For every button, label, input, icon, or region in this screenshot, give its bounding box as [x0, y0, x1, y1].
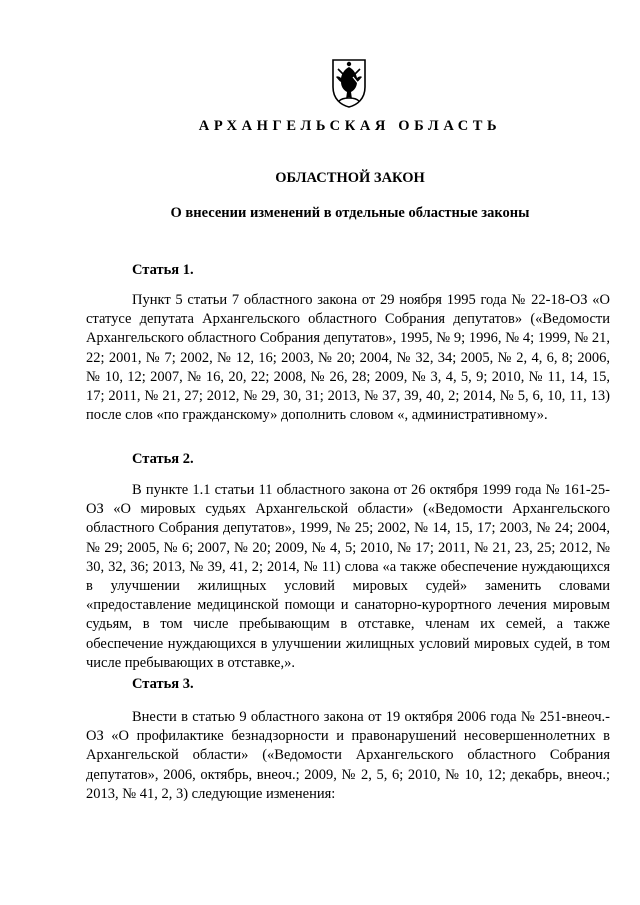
coat-of-arms-emblem [329, 57, 369, 109]
law-title: О внесении изменений в отдельные областные законы [170, 205, 530, 221]
article-1-text: Пункт 5 статьи 7 областного закона от 29 ноября 1995 года № 22-18-ОЗ «О статусе депутата Архангельского областного Собрания депутатов» («Ведомости Архангельского областного Собрания депутатов», 1995, № 9; 1996, № 4; 1999, № 21, 22; 2001, № 7; 2002, № 12, 16; 2003, № 20; 2004, № 32, 34; 2005, № 2, 4, 6, 8; 2006, № 10, 12; 2007, № 16, 20, 22; 2008, № 26, 28; 2009, № 3, 4, 5, 9; 2010, № 11, 14, 15, 17; 2011, № 21, 27; 2012, № 29, 30, 31; 2013, № 37, 39, 40, 2; 2014, № 5, 6, 10, 11, 13) после слов «по гражданскому» дополнить словом «, административному». [86, 292, 610, 424]
region-name: АРХАНГЕЛЬСКАЯ ОБЛАСТЬ [198, 118, 502, 134]
article-2-heading: Статья 2. [132, 451, 194, 467]
article-3-text: Внести в статью 9 областного закона от 19 октября 2006 года № 251-внеоч.-ОЗ «О профилактике безнадзорности и правонарушений несовершеннолетних в Архангельской области» («Ведомости Архангельского областного Собрания депутатов», 2006, октябрь, внеоч.; 2009, № 2, 5, 6; 2010, № 10, 12; декабрь, внеоч.; 2013, № 41, 2, 3) следующие изменения: [86, 709, 610, 802]
article-3-heading: Статья 3. [132, 676, 194, 692]
law-type-title: ОБЛАСТНОЙ ЗАКОН [275, 170, 425, 186]
article-1-heading: Статья 1. [132, 262, 194, 278]
article-2-text: В пункте 1.1 статьи 11 областного закона от 26 октября 1999 года № 161-25-ОЗ «О мировых судьях Архангельской области» («Ведомости Архангельского областного Собрания депутатов», 1999, № 25; 2002, № 14, 15, 17; 2003, № 24; 2004, № 29; 2005, № 6; 2007, № 20; 2009, № 4, 5; 2010, № 17; 2011, № 21, 23, 25; 2012, № 30, 32, 36; 2013, № 39, 41, 2; 2014, № 11) слова «а также обеспечение нуждающихся в улучшении жилищных условий мировых судей» заменить словами «предоставление медицинской помощи и санаторно-курортного лечения мировым судьям, в том числе пребывающим в отставке, членам их семей, а также обеспечение нуждающихся в улучшении жилищных условий мировых судей, в том числе пребывающих в отставке,». [86, 482, 610, 671]
